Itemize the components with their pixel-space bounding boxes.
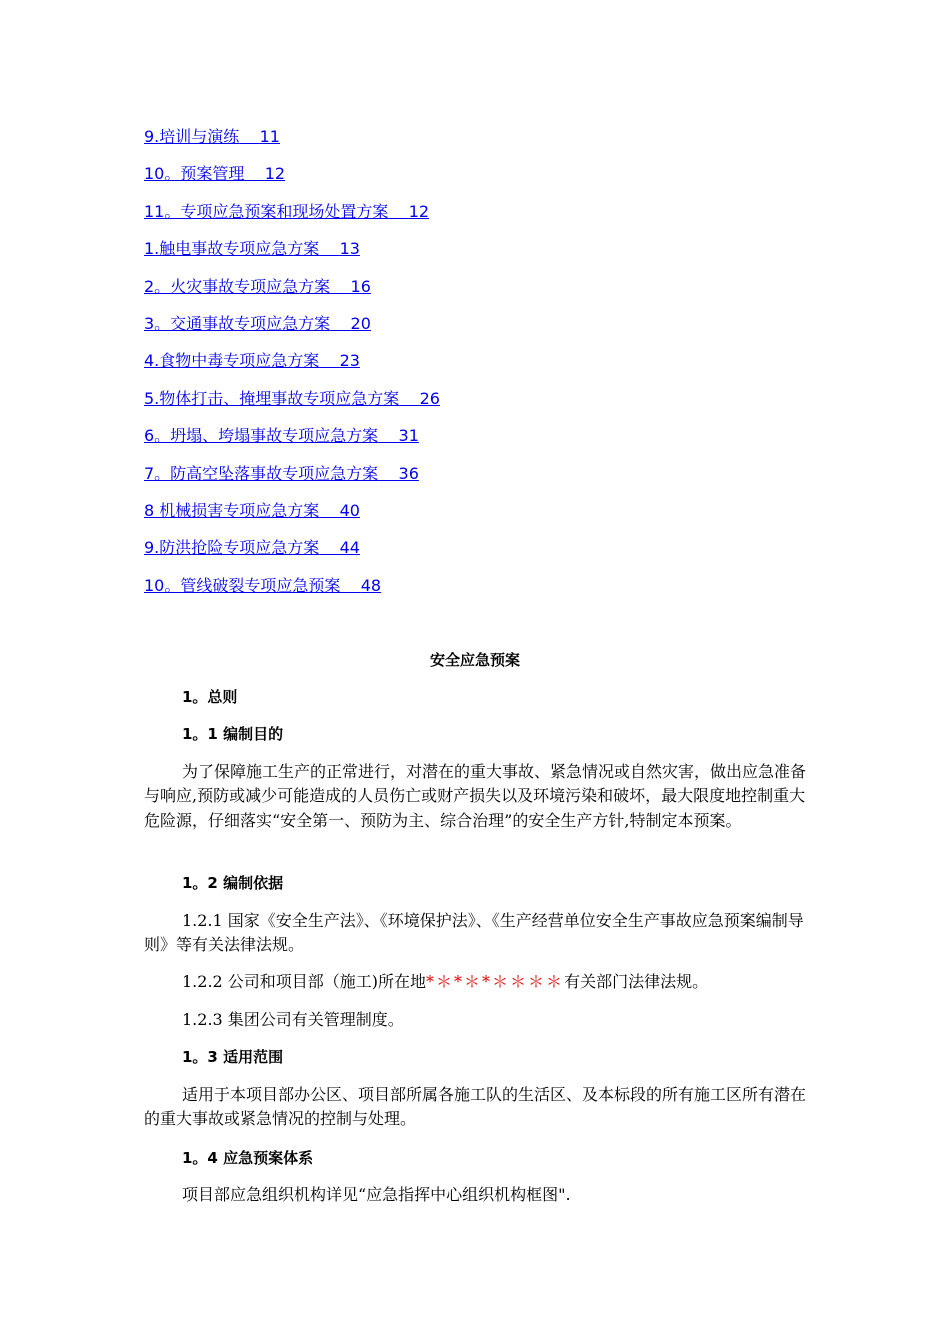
- toc-item: [144, 311, 844, 348]
- toc-link[interactable]: 3。交通事故专项应急方案 20: [144, 313, 371, 333]
- toc-link[interactable]: 9.培训与演练 11: [144, 127, 280, 146]
- toc-item: [144, 236, 844, 273]
- toc-item: [144, 535, 844, 572]
- section-heading-scope: 1。3 适用范围: [182, 1048, 284, 1066]
- toc-item: [144, 423, 844, 460]
- paragraph-basis-2: 1.2.2 公司和项目部（施工)所在地*＊*＊*＊＊＊＊有关部门法律法规。: [182, 972, 709, 991]
- document-title: 安全应急预案: [429, 651, 520, 669]
- toc-item: [144, 573, 844, 610]
- toc-link[interactable]: 4.食物中毒专项应急方案 23: [144, 351, 360, 371]
- toc-link[interactable]: 10。管线破裂专项应急预案 48: [144, 575, 382, 595]
- toc-link[interactable]: 11。专项应急预案和现场处置方案 12: [144, 201, 430, 221]
- toc-link[interactable]: 9.防洪抢险专项应急方案 44: [144, 538, 360, 558]
- paragraph-basis-3: 1.2.3 集团公司有关管理制度。: [182, 1010, 404, 1029]
- table-of-contents: [144, 124, 844, 610]
- section-heading-purpose: 1。1 编制目的: [182, 725, 284, 743]
- toc-item: [144, 274, 844, 311]
- toc-link[interactable]: 5.物体打击、掩埋事故专项应急方案 26: [144, 388, 440, 408]
- toc-link[interactable]: 1.触电事故专项应急方案 13: [144, 239, 360, 259]
- toc-item: [144, 386, 844, 423]
- toc-item: [144, 199, 844, 236]
- toc-item: [144, 498, 844, 535]
- toc-link[interactable]: 10。预案管理 12: [144, 164, 286, 184]
- toc-item: [144, 161, 844, 198]
- toc-item: [144, 348, 844, 385]
- paragraph-system: 项目部应急组织机构详见“应急指挥中心组织机构框图".: [182, 1185, 571, 1204]
- redacted-location: *＊*＊*＊＊＊＊: [426, 972, 565, 991]
- paragraph-scope: 适用于本项目部办公区、项目部所属各施工队的生活区、及本标段的所有施工区所有潜在的重大事故或紧急情况的控制与处理。: [144, 1085, 807, 1129]
- section-heading-basis: 1。2 编制依据: [182, 874, 284, 892]
- toc-link[interactable]: 6。坍塌、垮塌事故专项应急方案 31: [144, 426, 419, 446]
- toc-link[interactable]: 7。防高空坠落事故专项应急方案 36: [144, 463, 419, 483]
- paragraph-basis-1: 1.2.1 国家《安全生产法》、《环境保护法》、《生产经营单位安全生产事故应急预案编制导则》等有关法律法规。: [144, 911, 804, 955]
- toc-item: [144, 461, 844, 498]
- toc-link[interactable]: 2。火灾事故专项应急方案 16: [144, 276, 371, 296]
- paragraph-purpose: 为了保障施工生产的正常进行，对潜在的重大事故、紧急情况或自然灾害，做出应急准备与响应,预防或减少可能造成的人员伤亡或财产损失以及环境污染和破坏，最大限度地控制重大危险源，仔细落实“安全第一、预防为主、综合治理”的安全生产方针,特制定本预案。: [144, 762, 807, 830]
- section-heading-system: 1。4 应急预案体系: [182, 1149, 314, 1167]
- toc-link[interactable]: 8 机械损害专项应急方案 40: [144, 500, 360, 520]
- section-heading-general: 1。总则: [182, 688, 238, 706]
- toc-item: [144, 124, 844, 161]
